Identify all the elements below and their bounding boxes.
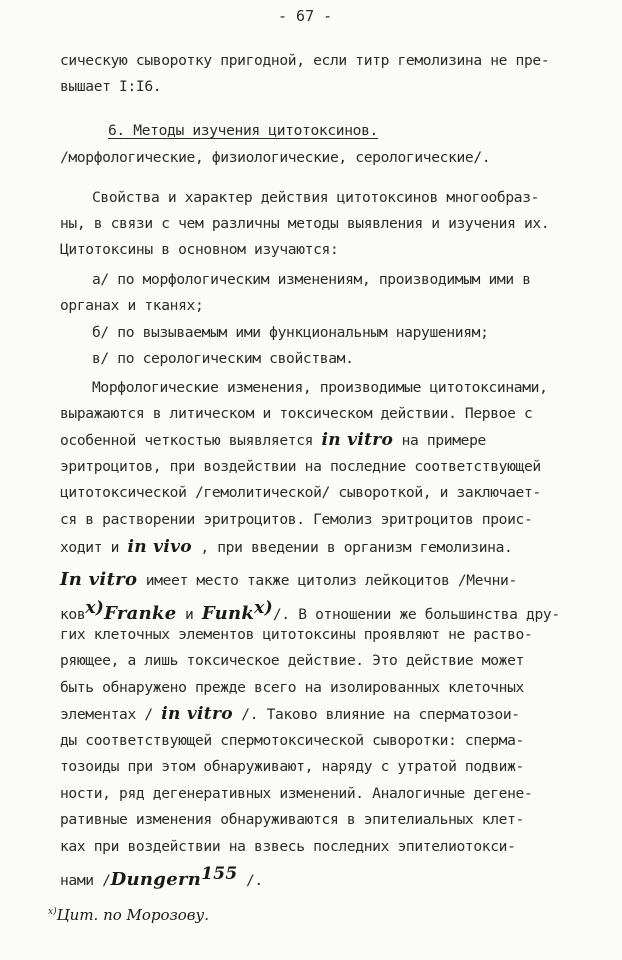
handwritten-funk: Funk xyxy=(201,602,255,624)
text-line: сическую сыворотку пригодной, если титр гемолизина не пре- xyxy=(60,52,550,69)
text-line: вышает I:I6. xyxy=(60,78,162,95)
footnote xyxy=(48,902,209,925)
list-item: в/ по серологическим свойствам. xyxy=(92,350,354,367)
handwritten-in-vitro: in vitro xyxy=(321,430,394,450)
handwritten-dungern: Dungern xyxy=(110,868,202,890)
text-line: гих клеточных элементов цитотоксины проявляют не раство- xyxy=(60,626,533,643)
footnote-marker: x) xyxy=(254,598,273,618)
list-item: б/ по вызываемым ими функциональным нарушениям; xyxy=(92,324,489,341)
text-line: эритроцитов, при воздействии на последние соответствующей xyxy=(60,458,541,475)
text-line: быть обнаружено прежде всего на изолированных клеточных xyxy=(60,679,524,696)
text-line: Свойства и характер действия цитотоксинов многообраз- xyxy=(92,189,540,206)
page-number: - 67 - xyxy=(278,7,333,25)
section-number: 6. xyxy=(108,122,125,139)
footnote-marker: x) xyxy=(48,907,57,917)
text-line: ности, ряд дегенеративных изменений. Аналогичные дегене- xyxy=(60,785,533,802)
text-line: Морфологические изменения, производимые цитотоксинами, xyxy=(92,379,548,396)
text-line: нами /Dungern$^{155}$ /. xyxy=(60,864,263,890)
text-line: цитотоксической /гемолитической/ сывороткой, и заключает- xyxy=(60,484,541,501)
text-line: Цитотоксины в основном изучаются: xyxy=(60,241,339,258)
handwritten-in-vitro: In vitro xyxy=(60,569,138,590)
text-line: ках при воздействии на взвесь последних эпителиотокси- xyxy=(60,838,516,855)
text-line: ративные изменения обнаруживаются в эпителиальных клет- xyxy=(60,811,524,828)
handwritten-in-vivo: in vivo xyxy=(127,537,192,557)
text-line: выражаются в литическом и токсическом действии. Первое с xyxy=(60,405,533,422)
text-line: ков$^{x)}$Franke и Funk$^{x)}$/. В отношении же большинства дру- xyxy=(60,598,560,624)
section-heading xyxy=(108,121,378,141)
text-line: ходит и in vivo , при введении в организм гемолизина. xyxy=(60,537,513,557)
handwritten-in-vitro: in vitro xyxy=(161,704,233,724)
text-line: ды соответствующей спермотоксической сыворотки: сперма- xyxy=(60,732,524,749)
text-line: In vitro имеет место также цитолиз лейкоцитов /Мечни- xyxy=(60,569,517,590)
section-title: Методы изучения цитотоксинов. xyxy=(124,122,378,139)
section-subtitle: /морфологические, физиологические, серологические/. xyxy=(60,149,491,166)
text-line: ны, в связи с чем различны методы выявления и изучения их. xyxy=(60,215,550,232)
text-line: ся в растворении эритроцитов. Гемолиз эритроцитов проис- xyxy=(60,511,533,528)
footnote-text: Цит. по Морозову. xyxy=(56,906,209,924)
reference-number: 155 xyxy=(201,864,238,884)
text-line: ряющее, а лишь токсическое действие. Это действие может xyxy=(60,652,524,669)
footnote-marker: x) xyxy=(85,598,105,618)
text-line: тозоиды при этом обнаруживают, наряду с утратой подвиж- xyxy=(60,758,524,775)
list-item: а/ по морфологическим изменениям, производимым ими в xyxy=(92,271,531,288)
list-item: органах и тканях; xyxy=(60,297,204,314)
text-line: элементах / in vitro /. Таково влияние на сперматозои- xyxy=(60,704,520,724)
text-line: особенной четкостью выявляется in vitro на примере xyxy=(60,430,486,450)
handwritten-franke: Franke xyxy=(104,602,177,624)
